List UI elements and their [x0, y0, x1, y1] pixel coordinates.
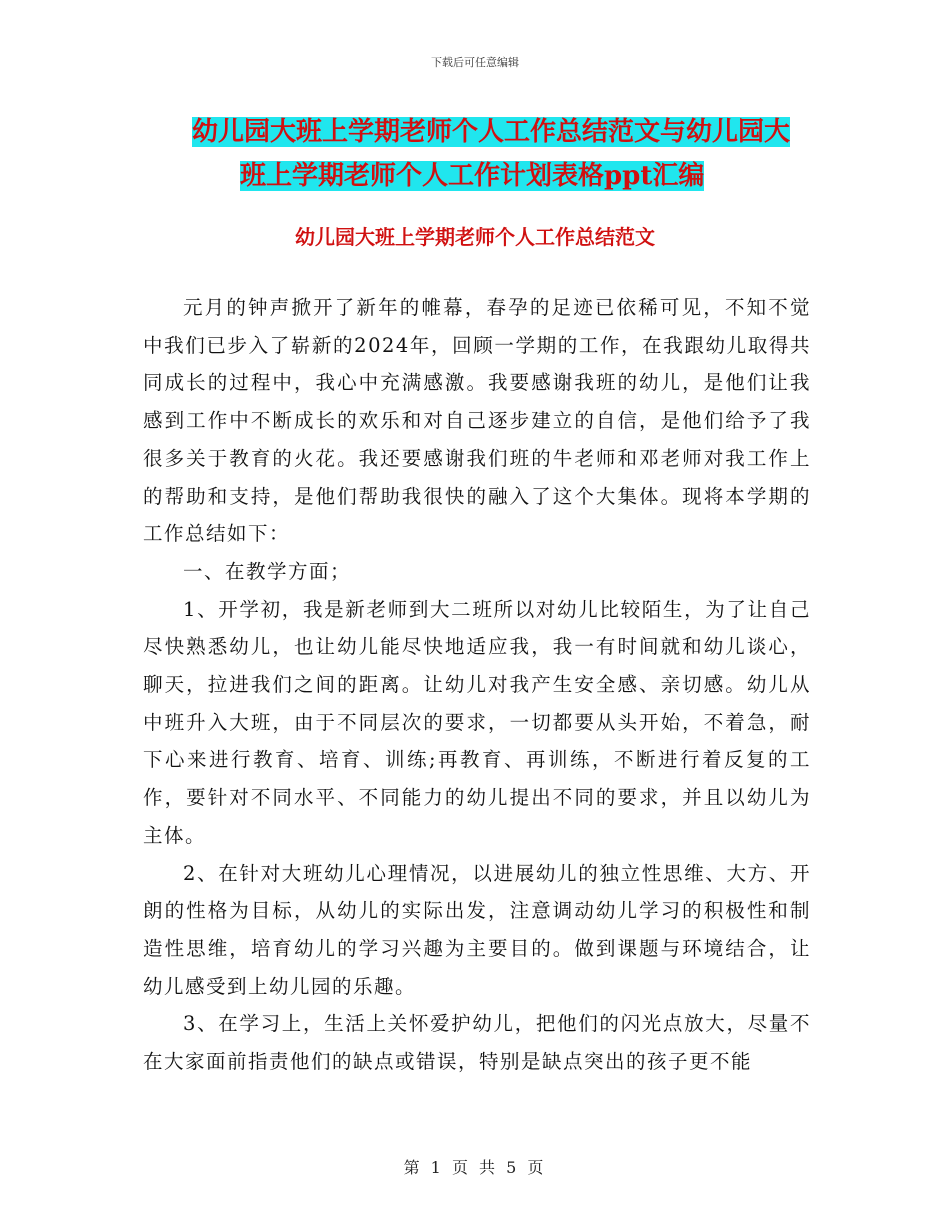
header-note: 下载后可任意编辑 — [431, 56, 519, 69]
title-line-2 — [140, 154, 820, 198]
document-body — [143, 289, 811, 1081]
title-line-1 — [140, 110, 820, 154]
paragraph-item-3: 3、在学习上，生活上关怀爱护幼儿，把他们的闪光点放大，尽量不在大家面前指责他们的缺点或错误，特别是缺点突出的孩子更不能 — [143, 1012, 811, 1074]
paragraph-intro: 元月的钟声掀开了新年的帷幕，春孕的足迹已依稀可见，不知不觉中我们已步入了崭新的2024年，回顾一学期的工作，在我跟幼儿取得共同成长的过程中，我心中充满感激。我要感谢我班的幼儿，是他们让我感到工作中不断成长的欢乐和对自己逐步建立的自信，是他们给予了我很多关于教育的火花。我还要感谢我们班的牛老师和邓老师对我工作上的帮助和支持，是他们帮助我很快的融入了这个大集体。现将本学期的工作总结如下： — [143, 296, 811, 546]
paragraph-heading-teaching: 一、在教学方面； — [183, 559, 352, 583]
document-title — [140, 110, 820, 198]
title-line-2-text: 班上学期老师个人工作计划表格ppt汇编 — [240, 161, 705, 191]
section-title: 幼儿园大班上学期老师个人工作总结范文 — [295, 225, 655, 249]
paragraph-item-1: 1、开学初，我是新老师到大二班所以对幼儿比较陌生，为了让自己尽快熟悉幼儿，也让幼儿能尽快地适应我，我一有时间就和幼儿谈心，聊天，拉进我们之间的距离。让幼儿对我产生安全感、亲切感。幼儿从中班升入大班，由于不同层次的要求，一切都要从头开始，不着急，耐下心来进行教育、培育、训练;再教育、再训练，不断进行着反复的工作，要针对不同水平、不同能力的幼儿提出不同的要求，并且以幼儿为主体。 — [143, 597, 811, 847]
paragraph-item-2: 2、在针对大班幼儿心理情况，以进展幼儿的独立性思维、大方、开朗的性格为目标，从幼儿的实际出发，注意调动幼儿学习的积极性和制造性思维，培育幼儿的学习兴趣为主要目的。做到课题与环境结合，让幼儿感受到上幼儿园的乐趣。 — [143, 861, 811, 998]
title-line-1-text: 幼儿园大班上学期老师个人工作总结范文与幼儿园大 — [192, 117, 791, 147]
page-number-footer: 第 1 页 共 5 页 — [403, 1158, 547, 1177]
